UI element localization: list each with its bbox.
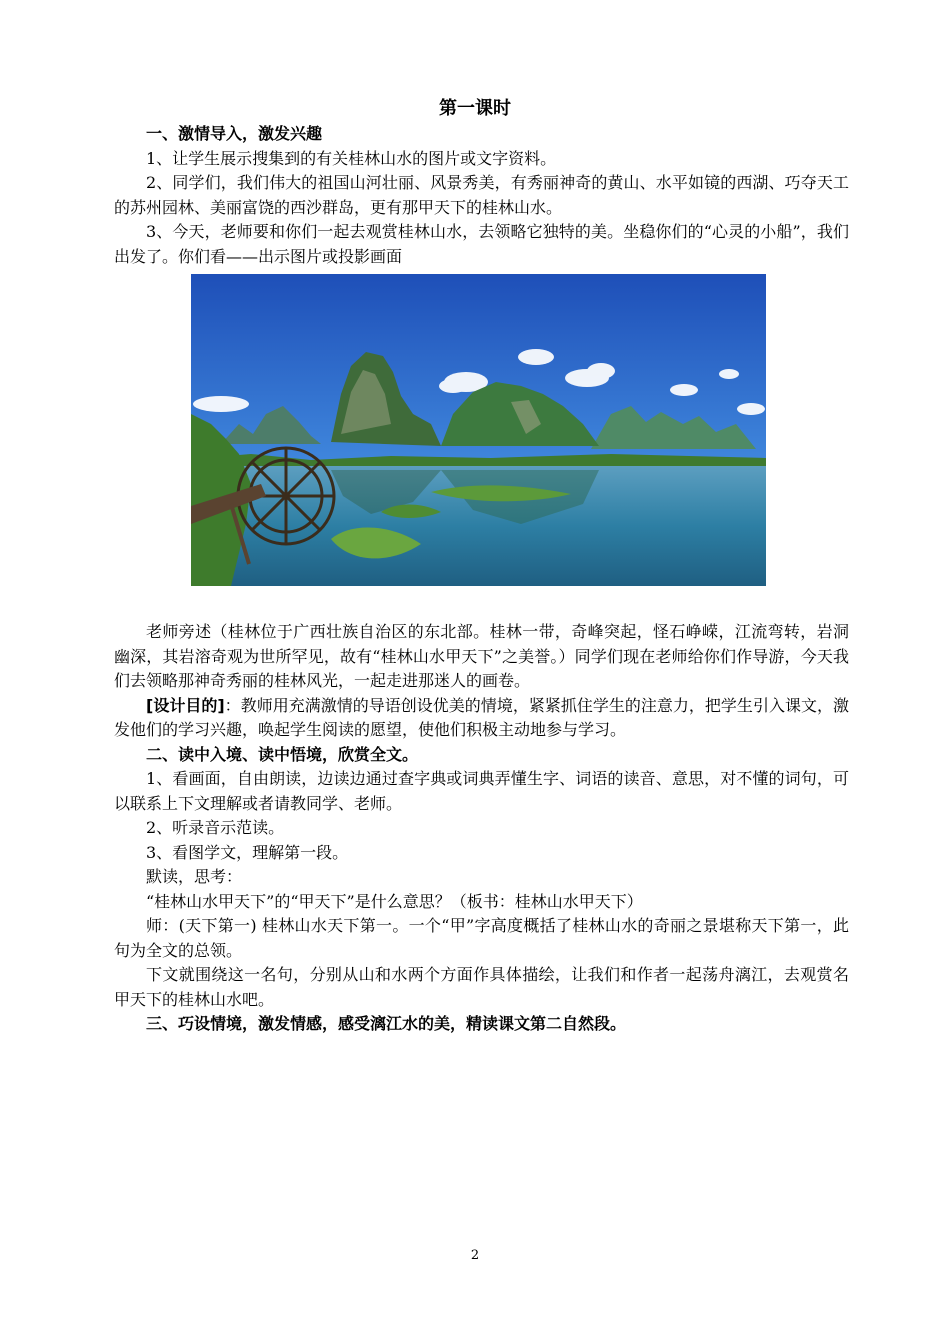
paragraph: 老师旁述（桂林位于广西壮族自治区的东北部。桂林一带，奇峰突起，怪石峥嵘，江流弯转，岩洞幽深，其岩溶奇观为世所罕见，故有“桂林山水甲天下”之美誉。）同学们现在老师给你们作导游，今天我们去领略那神奇秀丽的桂林风光，一起走进那迷人的画卷。 (114, 622, 849, 690)
paragraph: 3、看图学文，理解第一段。 (146, 842, 349, 862)
paragraph: 师：(天下第一) 桂林山水天下第一。一个“甲”字高度概括了桂林山水的奇丽之景堪称天下第一，此句为全文的总领。 (114, 916, 849, 960)
paragraph: 默读，思考： (146, 867, 243, 886)
paragraph: “桂林山水甲天下”的“甲天下”是什么意思？（板书：桂林山水甲天下） (146, 891, 643, 911)
paragraph: 2、同学们，我们伟大的祖国山河壮丽、风景秀美，有秀丽神奇的黄山、水平如镜的西湖、巧夺天工的苏州园林、美丽富饶的西沙群岛，更有那甲天下的桂林山水。 (114, 173, 849, 217)
section-heading-3: 三、巧设情境，激发情感，感受漓江水的美，精读课文第二自然段。 (146, 1014, 627, 1033)
design-purpose-text: ：教师用充满激情的导语创设优美的情境，紧紧抓住学生的注意力，把学生引入课文，激发他们的学习兴趣，唤起学生阅读的愿望，使他们积极主动地参与学习。 (114, 695, 849, 739)
page-title: 第一课时 (439, 98, 511, 119)
page-number: 2 (470, 1248, 480, 1263)
paragraph: 下文就围绕这一名句，分别从山和水两个方面作具体描绘，让我们和作者一起荡舟漓江，去观赏名甲天下的桂林山水吧。 (114, 965, 849, 1009)
paragraph: 1、看画面，自由朗读，边读边通过查字典或词典弄懂生字、词语的读音、意思，对不懂的词句，可以联系上下文理解或者请教同学、老师。 (114, 769, 849, 813)
section-heading-2: 二、读中入境、读中悟境，欣赏全文。 (146, 744, 419, 764)
guilin-landscape-photo (191, 274, 766, 586)
paragraph: 1、让学生展示搜集到的有关桂林山水的图片或文字资料。 (146, 148, 557, 168)
section-heading-1: 一、激情导入，激发兴趣 (146, 124, 323, 143)
paragraph: 3、今天，老师要和你们一起去观赏桂林山水，去领略它独特的美。坐稳你们的“心灵的小船”，我们出发了。你们看——出示图片或投影画面 (114, 222, 849, 266)
section-intro (114, 122, 849, 269)
section-narration (114, 620, 849, 1037)
paragraph: 2、听录音示范读。 (146, 818, 285, 837)
design-purpose-paragraph (114, 694, 849, 743)
design-purpose-label: [设计目的] (146, 695, 225, 715)
